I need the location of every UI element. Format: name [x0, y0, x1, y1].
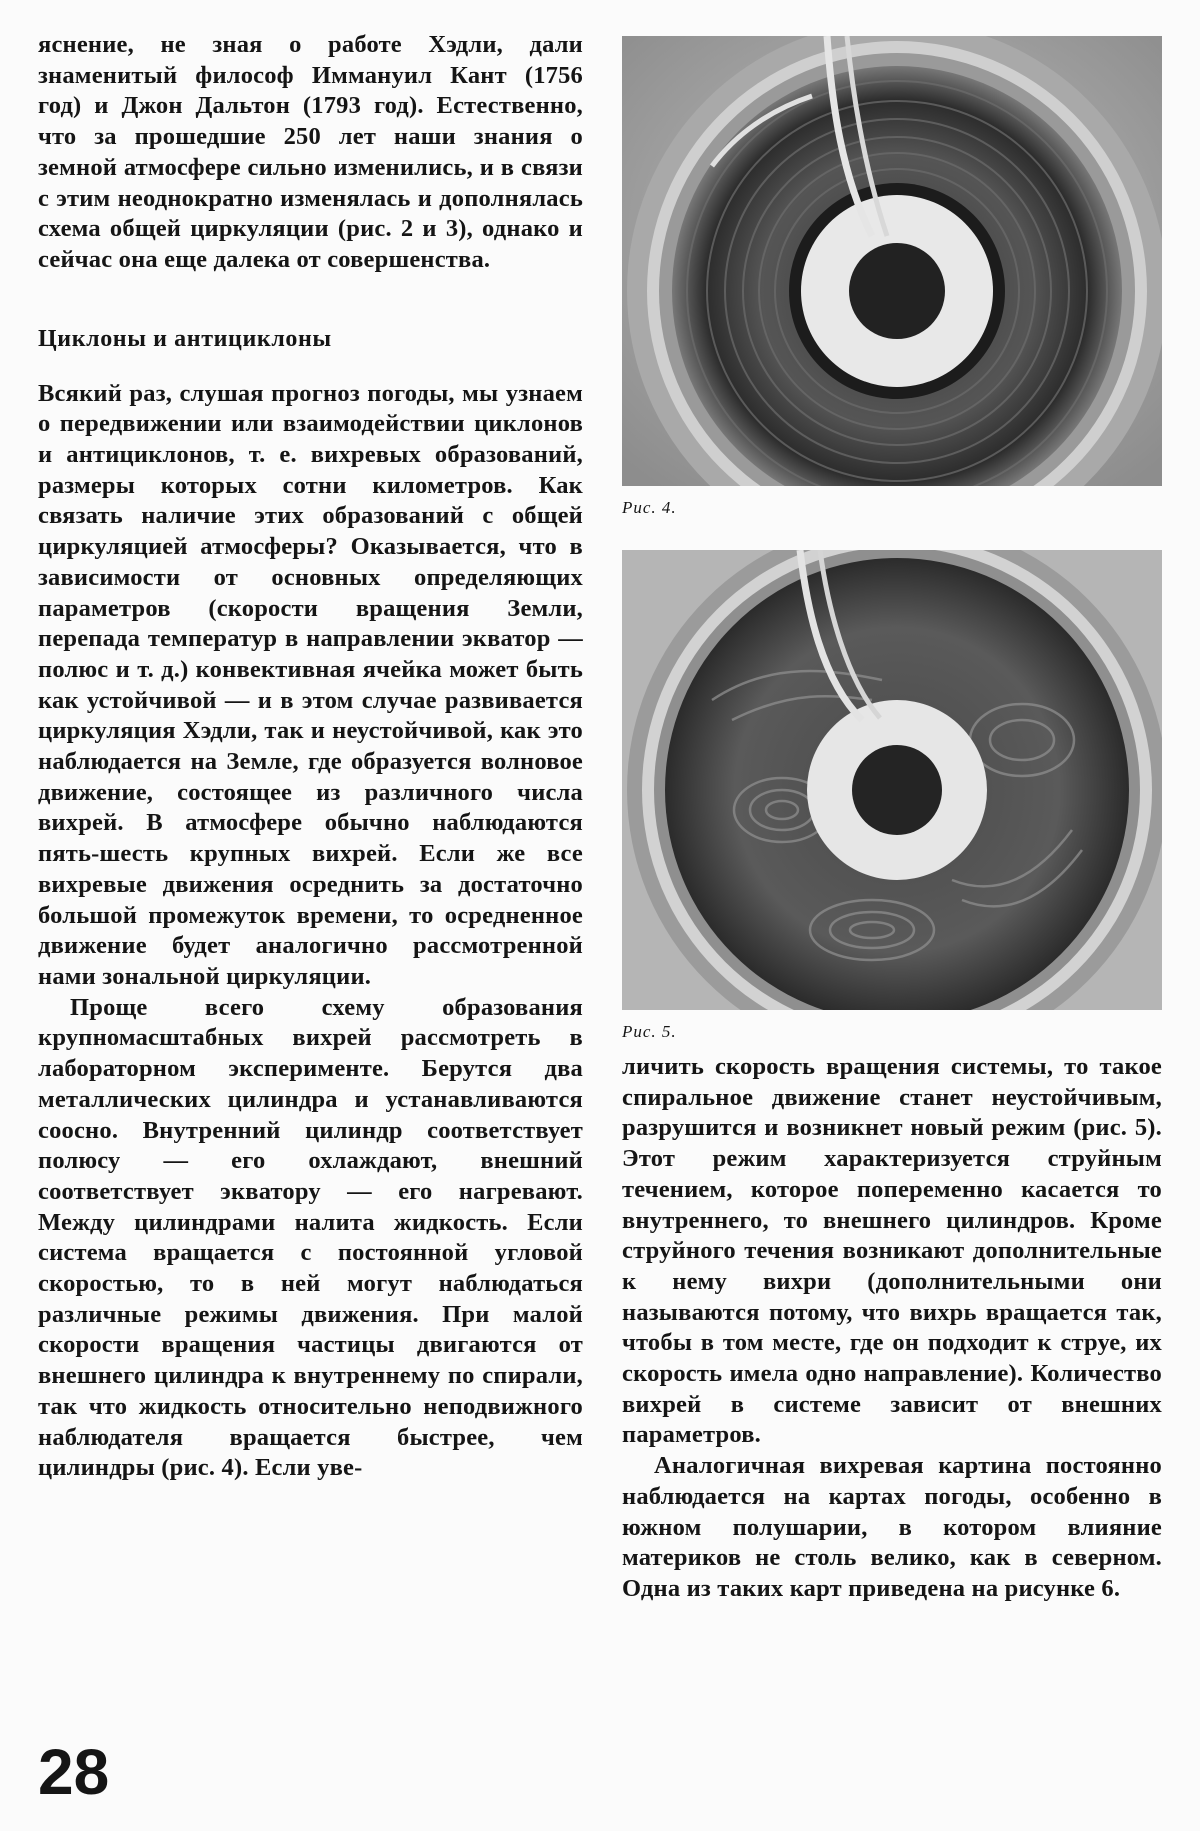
figure-5: [622, 550, 1162, 1042]
section-heading: Циклоны и антициклоны: [38, 325, 332, 352]
right-column: [622, 1052, 1162, 1605]
right-paragraph-2: Аналогичная вихревая картина постоянно наблюдается на картах погоды, особенно в южном полушарии, в котором влияние материков не столь велико, как в северном. Одна из таких карт приведена на рисунке 6.: [622, 1452, 1162, 1602]
page-number: 28: [38, 1736, 110, 1808]
figure-4-photo: [622, 36, 1162, 486]
body-paragraph-1: Всякий раз, слушая прогноз погоды, мы узнаем о передвижении или взаимодействии циклонов и антициклонов, т. е. вихревых образований, размеры которых сотни километров. Как связать наличие этих образований с общей циркуляцией атмосферы? Оказывается, что в зависимости от основных определяющих параметров (скорости вращения Земли, перепада температур в направлении экватор — полюс и т. д.) конвективная ячейка может быть как устойчивой — и в этом случае развивается циркуляция Хэдли, так и неустойчивой, как это наблюдается на Земле, где образуется волновое движение, состоящее из различного числа вихрей. В атмосфере обычно наблюдаются пять-шесть крупных вихрей. Если же все вихревые движения осреднить за достаточно большой промежуток времени, то осредненное движение будет аналогично рассмотренной нами зональной циркуляции.: [38, 379, 583, 990]
intro-paragraph: яснение, не зная о работе Хэдли, дали знаменитый философ Иммануил Кант (1756 год) и Джон Дальтон (1793 год). Естественно, что за прошедшие 250 лет наши знания о земной атмосфере сильно изменились, и в связи с этим неоднократно изменялась и дополнялась схема общей циркуляции (рис. 2 и 3), однако и сейчас она еще далека от совершенства.: [38, 31, 583, 273]
body-paragraph-2: Проще всего схему образования крупномасштабных вихрей рассмотреть в лабораторном эксперименте. Берутся два металлических цилиндра и устанавливаются соосно. Внутренний цилиндр соответствует полюсу — его охлаждают, внешний соответствует экватору — его нагревают. Между цилиндрами налита жидкость. Если система вращается с постоянной угловой скоростью, то в ней могут наблюдаться различные режимы движения. При малой скорости вращения частицы двигаются от внешнего цилиндра к внутреннему по спирали, так что жидкость относительно неподвижного наблюдателя вращается быстрее, чем цилиндры (рис. 4). Если уве-: [38, 993, 583, 1482]
figure-5-photo: [622, 550, 1162, 1010]
figure-4: [622, 36, 1162, 518]
figure-5-caption: Рис. 5.: [622, 1022, 677, 1041]
figure-4-caption: Рис. 4.: [622, 498, 677, 517]
left-column: [38, 30, 583, 1484]
right-paragraph-1: личить скорость вращения системы, то такое спиральное движение станет неустойчивым, разрушится и возникнет новый режим (рис. 5). Этот режим характеризуется струйным течением, которое попеременно касается то внутреннего, то внешнего цилиндров. Кроме струйного течения возникают дополнительные к нему вихри (дополнительными они называются потому, что вихрь вращается так, чтобы в том месте, где он подходит к струе, их скорость имела одно направление). Количество вихрей в системе зависит от внешних параметров.: [622, 1053, 1162, 1449]
